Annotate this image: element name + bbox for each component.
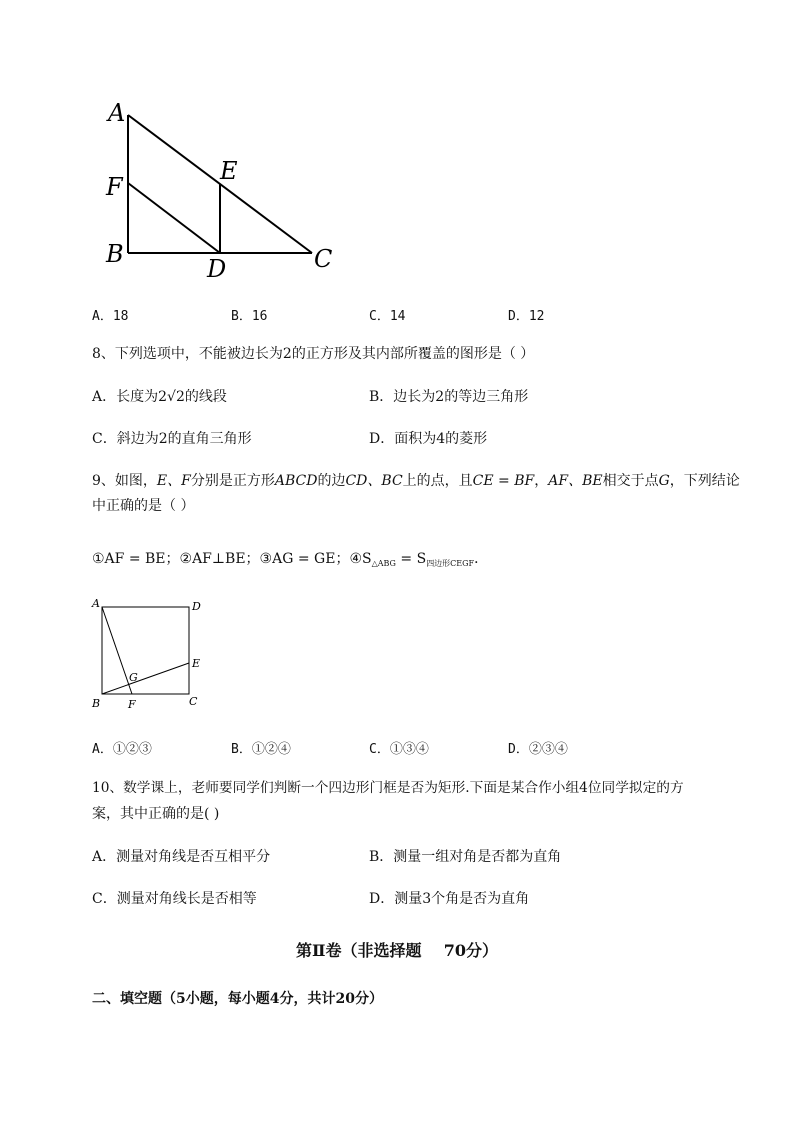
q9-math: E、F (156, 473, 191, 489)
q10-option-c[interactable]: C．测量对角线长是否相等 (92, 891, 257, 907)
q8-option-a[interactable] (92, 384, 227, 410)
q9-subscript: △ABG (371, 559, 396, 568)
q8-option-b[interactable]: B．边长为2的等边三角形 (369, 389, 529, 405)
segment-BE (102, 663, 189, 694)
q9-text: 上的点，且 (402, 473, 473, 489)
label-G: G (129, 671, 138, 684)
q8-stem: 8、下列选项中，不能被边长为2的正方形及其内部所覆盖的图形是（ ） (92, 346, 535, 362)
q9-text: 9、如图， (92, 473, 157, 489)
label-A: A (92, 597, 100, 610)
q9-option-a[interactable]: A．①②③ (92, 742, 152, 757)
q9-stem-line1 (92, 468, 740, 494)
section-fill-in-heading: 二、填空题（5小题，每小题4分，共计20分） (92, 991, 383, 1007)
label-C: C (189, 695, 198, 708)
label-E: E (220, 157, 238, 185)
q9-math: CE = BF (472, 473, 535, 489)
q9-conclusions (92, 546, 488, 577)
q10-option-d[interactable]: D．测量3个角是否为直角 (369, 891, 530, 907)
label-F: F (106, 173, 123, 201)
q9-stem-line2: 中正确的是（ ） (92, 498, 195, 514)
q9-math: G (658, 473, 670, 489)
q8-option-a-math: 2√2 (158, 389, 185, 405)
q8-option-a-prefix: A．长度为 (92, 389, 159, 405)
q9-text: ， (534, 473, 549, 489)
q10-stem-line1: 10、数学课上，老师要同学们判断一个四边形门框是否为矩形.下面是某合作小组4位同学拟定的方 (92, 780, 684, 796)
q7-option-c[interactable]: C．14 (369, 309, 406, 324)
q9-text: 分别是正方形 (190, 473, 275, 489)
label-D: D (207, 255, 227, 283)
square-figure (88, 595, 218, 715)
label-B: B (106, 240, 124, 268)
q9-conclusions-text: ． (474, 551, 489, 567)
q9-conclusions-text: = S (395, 551, 427, 567)
part-two-title: 第Ⅱ卷（非选择题 70分） (295, 941, 499, 960)
q9-option-c[interactable]: C．①③④ (369, 742, 429, 757)
q9-option-b[interactable]: B．①②④ (231, 742, 291, 757)
segment-FD (128, 183, 220, 253)
triangle-figure (100, 95, 350, 285)
q9-math: ABCD (274, 473, 318, 489)
label-E: E (192, 657, 201, 670)
q7-option-d[interactable]: D．12 (508, 309, 545, 324)
q10-option-a[interactable]: A．测量对角线是否互相平分 (92, 849, 271, 865)
q9-text: 相交于点 (602, 473, 659, 489)
q10-option-b[interactable]: B．测量一组对角是否都为直角 (369, 849, 562, 865)
q8-option-a-suffix: 的线段 (184, 389, 227, 405)
q9-text: ，下列结论 (669, 473, 740, 489)
q9-option-d[interactable]: D．②③④ (508, 742, 568, 757)
label-B: B (92, 697, 101, 710)
q9-conclusions-text: ①AF = BE；②AF⊥BE；③AG = GE；④S (92, 551, 372, 567)
q8-option-c[interactable]: C．斜边为2的直角三角形 (92, 431, 252, 447)
square-ABCD (102, 607, 189, 694)
q9-math: AF、BE (548, 473, 603, 489)
segment-AF (102, 607, 132, 694)
label-D: D (192, 600, 201, 613)
q7-option-b[interactable]: B．16 (231, 309, 268, 324)
label-F: F (128, 698, 136, 711)
q10-stem-line2: 案，其中正确的是( ) (92, 806, 220, 822)
q8-option-d[interactable]: D．面积为4的菱形 (369, 431, 488, 447)
q9-math: CD、BC (345, 473, 403, 489)
label-A: A (108, 99, 126, 127)
q9-subscript: 四边形CEGF (426, 559, 475, 568)
label-C: C (314, 245, 333, 273)
q7-option-a[interactable]: A．18 (92, 309, 129, 324)
q9-text: 的边 (317, 473, 346, 489)
